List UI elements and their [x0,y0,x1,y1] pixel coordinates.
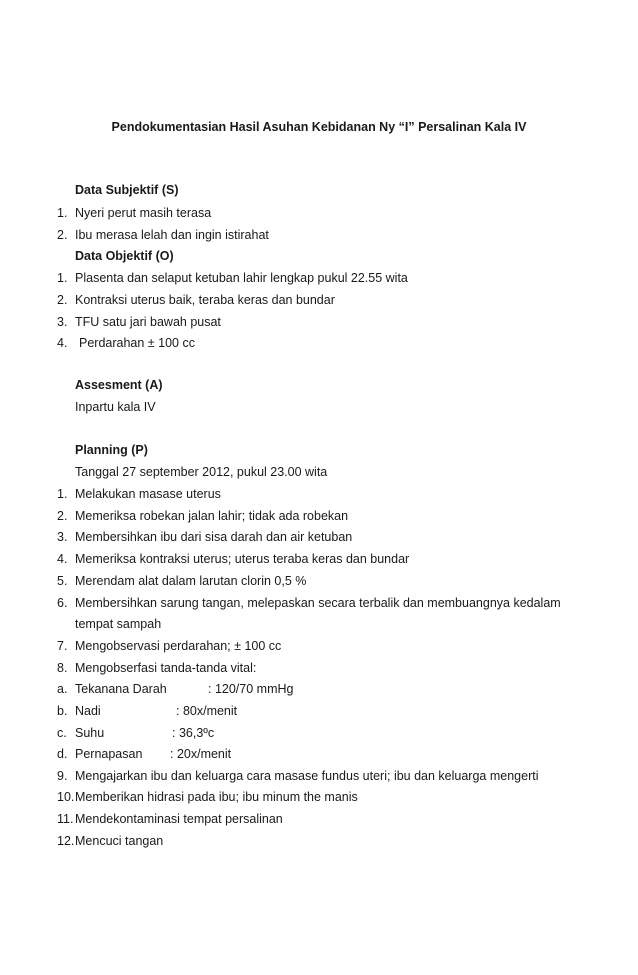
vital-letter: b. [57,704,68,718]
planning-item-number: 7. [57,639,68,653]
planning-item-text: Memeriksa robekan jalan lahir; tidak ada robekan [75,509,349,523]
vital-label: Suhu [75,726,105,740]
subjektif-item-text: Nyeri perut masih terasa [75,206,212,220]
vital-value: : 36,3ºc [172,726,215,740]
planning-item-number: 4. [57,552,68,566]
planning-item-number: 5. [57,574,68,588]
vital-letter: a. [57,682,68,696]
objektif-item-text: TFU satu jari bawah pusat [75,315,221,329]
planning-item-text: Mengobserfasi tanda-tanda vital: [75,661,257,675]
objektif-item-text: Plasenta dan selaput ketuban lahir lengkap pukul 22.55 wita [75,271,408,285]
objektif-heading: Data Objektif (O) [75,249,174,263]
planning-item-text: Melakukan masase uterus [75,487,221,501]
vital-label: Pernapasan [75,747,143,761]
planning-item-number: 9. [57,769,68,783]
document-title: Pendokumentasian Hasil Asuhan Kebidanan Ny “I” Persalinan Kala IV [111,120,527,134]
subjektif-heading: Data Subjektif (S) [75,183,179,197]
objektif-item-number: 2. [57,293,68,307]
assesment-heading: Assesment (A) [75,378,163,392]
planning-item-number: 6. [57,596,68,610]
planning-item-text: Mengobservasi perdarahan; ± 100 cc [75,639,282,653]
planning-item-number: 11. [57,812,74,826]
planning-item-number: 12. [57,834,75,848]
vital-letter: d. [57,747,68,761]
objektif-item-number: 1. [57,271,68,285]
planning-item-number: 1. [57,487,68,501]
planning-item-text: Mengajarkan ibu dan keluarga cara masase fundus uteri; ibu dan keluarga mengerti [75,769,539,783]
subjektif-item-text: Ibu merasa lelah dan ingin istirahat [75,228,269,242]
subjektif-item-number: 2. [57,228,68,242]
planning-item-text: Mencuci tangan [75,834,164,848]
objektif-item-text: Kontraksi uterus baik, teraba keras dan bundar [75,293,335,307]
planning-item-text: Mendekontaminasi tempat persalinan [75,812,283,826]
planning-date-line: Tanggal 27 september 2012, pukul 23.00 wita [75,465,328,479]
planning-item-number: 3. [57,530,68,544]
planning-item-number: 8. [57,661,68,675]
vital-label: Tekanana Darah [75,682,167,696]
vital-value: : 20x/menit [170,747,232,761]
planning-item-text: Membersihkan ibu dari sisa darah dan air ketuban [75,530,353,544]
objektif-item-text: Perdarahan ± 100 cc [79,336,195,350]
planning-item-text: Memeriksa kontraksi uterus; uterus teraba keras dan bundar [75,552,410,566]
planning-item-number: 2. [57,509,68,523]
vital-letter: c. [57,726,67,740]
planning-item-text: Memberikan hidrasi pada ibu; ibu minum the manis [75,790,358,804]
planning-item-continuation: tempat sampah [75,617,162,631]
vital-value: : 80x/menit [176,704,238,718]
vital-value: : 120/70 mmHg [208,682,294,696]
planning-item-text: Membersihkan sarung tangan, melepaskan secara terbalik dan membuangnya kedalam [75,596,561,610]
planning-item-text: Merendam alat dalam larutan clorin 0,5 % [75,574,307,588]
vital-label: Nadi [75,704,101,718]
assesment-text: Inpartu kala IV [75,400,156,414]
objektif-item-number: 3. [57,315,68,329]
objektif-item-number: 4. [57,336,68,350]
subjektif-item-number: 1. [57,206,68,220]
planning-heading: Planning (P) [75,443,148,457]
planning-item-number: 10. [57,790,75,804]
